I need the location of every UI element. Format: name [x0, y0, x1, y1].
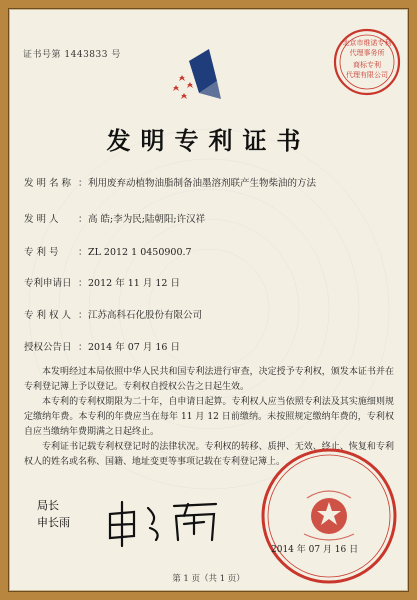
official-seal-icon	[259, 446, 399, 586]
signature-title: 局长	[37, 499, 59, 512]
body-paragraph: 本发明经过本局依照中华人民共和国专利法进行审查，决定授予专利权，颁发本证书并在专利登记簿上予以登记。专利权自授权公告之日起生效。	[24, 367, 394, 392]
certificate-number	[23, 47, 121, 60]
sipo-logo-icon	[169, 41, 239, 111]
field-value: 2012 年 11 月 12 日	[88, 278, 180, 289]
field-value: 2014 年 07 月 16 日	[88, 342, 180, 353]
field-patentee: 专 利 权 人 ：江苏高科石化股份有限公司	[24, 310, 203, 321]
body-paragraph: 专利证书记载专利权登记时的法律状况。专利权的转移、质押、无效、终止、恢复和专利权人的姓名或名称、国籍、地址变更等事项记载在专利登记簿上。	[24, 442, 394, 467]
field-label: 发 明 人	[24, 214, 59, 225]
field-value: 高 皓;李为民;陆朝阳;许汉祥	[88, 214, 206, 225]
seal-date: 2014 年 07 月 16 日	[271, 545, 359, 555]
stamp-line-2: 代理事务所	[349, 49, 385, 57]
certificate-number-suffix: 号	[111, 50, 121, 60]
field-label: 专 利 号	[24, 247, 59, 258]
stamp-line-3: 商标专利	[353, 61, 381, 69]
field-label: 发 明 名 称	[24, 178, 72, 189]
certificate-title: 发明专利证书	[106, 127, 311, 155]
field-label: 授权公告日	[24, 342, 72, 353]
field-label: 专利申请日	[24, 278, 72, 289]
field-value: 利用废弃动植物油脂制备油墨溶剂联产生物柴油的方法	[88, 178, 317, 189]
certificate-number-label: 证书号第	[23, 50, 62, 60]
field-patent-number: 专 利 号 ：ZL 2012 1 0450900.7	[24, 247, 192, 258]
field-label: 专 利 权 人	[24, 310, 72, 321]
signature-name: 申长雨	[37, 516, 70, 529]
stamp-line-4: 代理有限公司	[346, 71, 388, 79]
certificate-number-value: 1443833	[64, 50, 108, 60]
page-footer: 第 1 页（共 1 页）	[172, 574, 245, 584]
field-inventors: 发 明 人 ：高 皓;李为民;陆朝阳;许汉祥	[24, 214, 206, 225]
stamp-line-1: 北京市维诺专利	[342, 39, 392, 47]
field-value: ZL 2012 1 0450900.7	[88, 247, 192, 258]
certificate-paper	[9, 9, 408, 591]
handwritten-signature-icon	[104, 494, 224, 549]
field-invention-name: 发 明 名 称 ：利用废弃动植物油脂制备油墨溶剂联产生物柴油的方法	[24, 178, 317, 189]
body-paragraph: 本专利的专利权期限为二十年，自申请日起算。专利权人应当依照专利法及其实施细则规定缴纳年费。本专利的年费应当在每年 11 月 12 日前缴纳。未按照规定缴纳年费的，专利权自应当缴纳年费期满之日起终止。	[24, 397, 394, 437]
field-value: 江苏高科石化股份有限公司	[88, 310, 203, 321]
field-application-date: 专利申请日 ：2012 年 11 月 12 日	[24, 278, 180, 289]
field-grant-date: 授权公告日 ：2014 年 07 月 16 日	[24, 342, 180, 353]
